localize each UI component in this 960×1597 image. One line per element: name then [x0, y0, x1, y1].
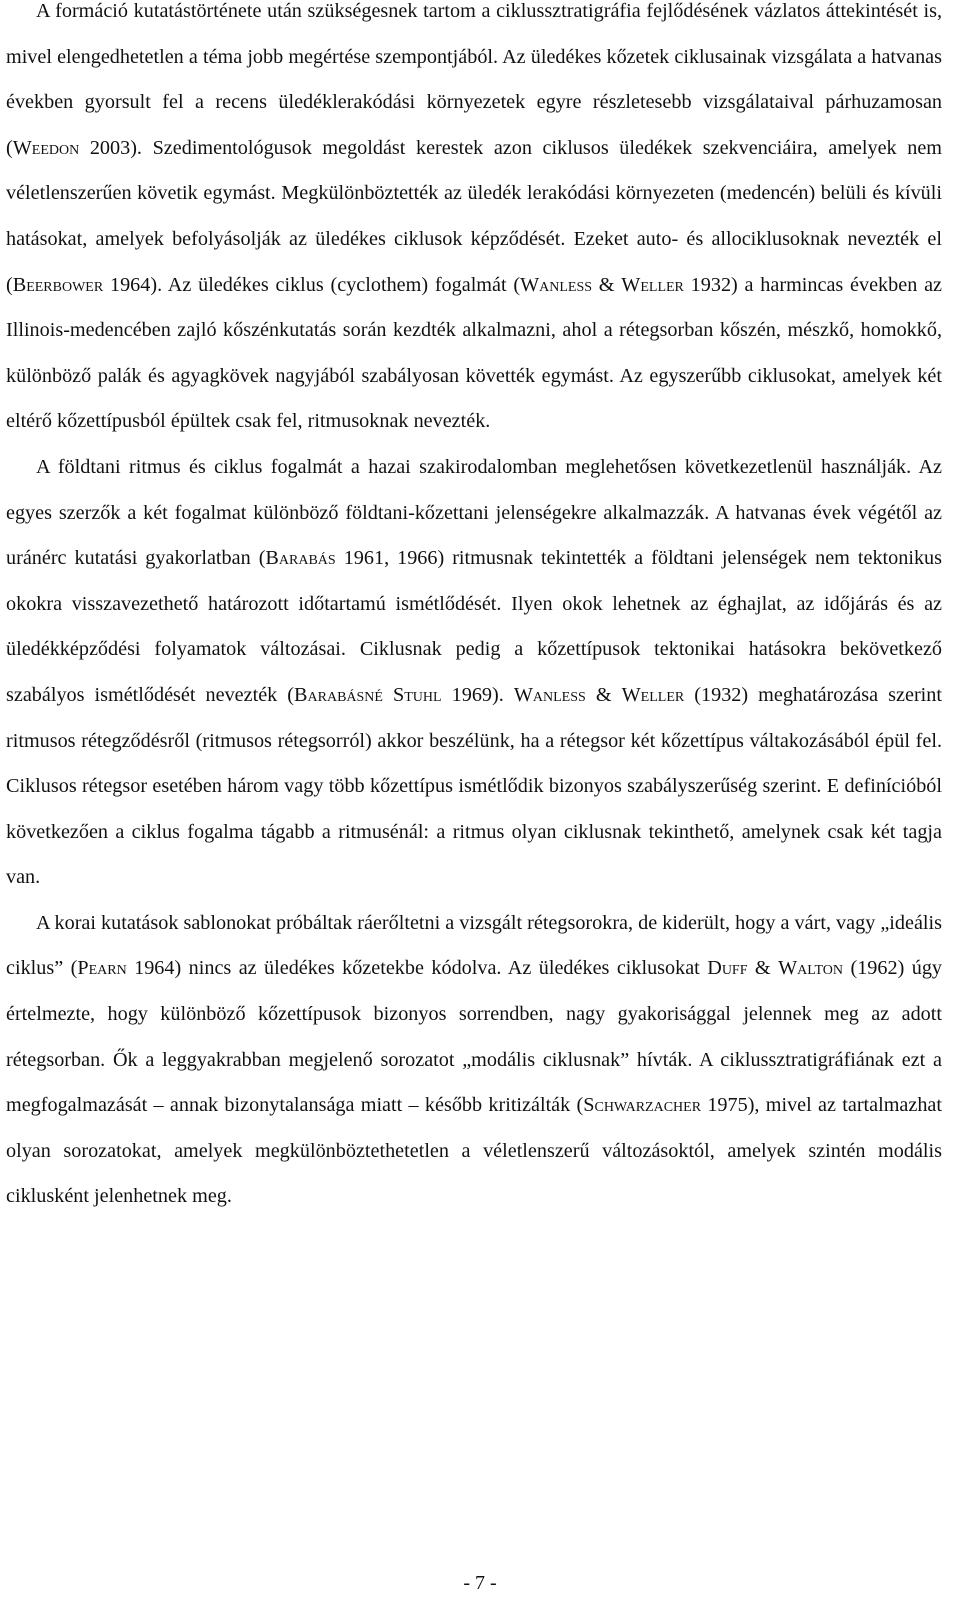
text-run: 2003). Szedimentológusok megoldást kerestek azon ciklusos üledékek szekvenciáira, amelyek nem véletlenszerűen követik egymást. Megkülönböztették az üledék lerakódási környezeten (medencén) belüli és kívüli hatásokat, amelyek befolyásolják az üledékes ciklusok képződését. Ezeket auto- és allociklusoknak nevezték el (: [6, 136, 942, 296]
author-name: Weller: [621, 273, 684, 296]
page-number: - 7 -: [463, 1572, 497, 1594]
text-run: 1932) a harmincas években az Illinois-medencében zajló kőszénkutatás során kezdték alkalmazni, ahol a rétegsorban kőszén, mészkő, homokkő, különböző palák és agyagkövek nagyjából szabályosan követték egymást. Az egyszerűbb ciklusokat, amelyek két eltérő kőzettípusból épültek csak fel, ritmusoknak nevezték.: [6, 273, 942, 433]
text-run: &: [592, 273, 622, 296]
text-run: A korai kutatások sablonokat próbáltak ráerőltetni a vizsgált rétegsorokra, de kiderült, hogy a várt, vagy „ideális ciklus” (: [6, 911, 942, 980]
author-name: Pearn: [77, 957, 127, 980]
text-run: &: [585, 683, 622, 706]
text-run: 1964). Az üledékes ciklus (cyclothem) fogalmát (: [103, 273, 521, 296]
author-name: Wanless: [520, 273, 593, 296]
author-name: Wanless: [513, 683, 586, 706]
text-run: 1961, 1966) ritmusnak tekintették a földtani jelenségek nem tektonikus okokra visszavezethető határozott időtartamú ismétlődését. Ilyen okok lehetnek az éghajlat, az időjárás és az üledékképződési folyamatok változásai. Ciklusnak pedig a kőzettípusok tektonikai hatásokra bekövetkező szabályos ismétlődését nevezték (: [6, 547, 942, 706]
author-name: Weedon: [12, 136, 80, 159]
text-run: &: [747, 957, 779, 980]
paragraph: [6, 901, 942, 1220]
text-run: 1969).: [441, 683, 514, 706]
text-run: 1964) nincs az üledékes kőzetekbe kódolva. Az üledékes ciklusokat: [126, 957, 708, 980]
paragraph: [6, 445, 942, 901]
text-run: A formáció kutatástörténete után szükségesnek tartom a ciklussztratigráfia fejlődésének vázlatos áttekintését is, mivel elengedhetetlen a téma jobb megértése szempontjából. Az üledékes kőzetek ciklusainak vizsgálata a hatvanas években gyorsult fel a recens üledéklerakódási környezetek egyre részletesebb vizsgálataival párhuzamosan (: [6, 0, 942, 159]
author-name: Walton: [778, 957, 844, 980]
body-text: [6, 0, 942, 1220]
author-name: Weller: [621, 683, 685, 706]
author-name: Barabás: [265, 547, 336, 570]
author-name: Schwarzacher: [583, 1094, 702, 1117]
text-run: (1932) meghatározása szerint ritmusos rétegződésről (ritmusos rétegsorról) akkor beszélünk, ha a rétegsor két kőzettípus váltakozásából épül fel. Ciklusos rétegsor esetében három vagy több kőzettípus ismétlődik bizonyos szabályszerűség szerint. E definícióból következően a ciklus fogalma tágabb a ritmusénál: a ritmus olyan ciklusnak tekinthető, amelynek csak két tagja van.: [6, 683, 942, 889]
paragraph: [6, 0, 942, 445]
text-run: A földtani ritmus és ciklus fogalmát a hazai szakirodalomban meglehetősen következetlenül használják. Az egyes szerzők a két fogalmat különböző földtani-kőzettani jelenségekre alkalmazzák. A hatvanas évek végétől az uránérc kutatási gyakorlatban (: [6, 455, 942, 570]
author-name: Duff: [707, 957, 748, 980]
author-name: Beerbower: [12, 273, 104, 296]
text-run: (1962) úgy értelmezte, hogy különböző kőzettípusok bizonyos sorrendben, nagy gyakorisággal jelennek meg az adott rétegsorban. Ők a leggyakrabban megjelenő sorozatot „modális ciklusnak” hívták. A ciklussztratigráfiának ezt a megfogalmazását – annak bizonytalansága miatt – később kritizálták (: [6, 957, 943, 1117]
author-name: Barabásné Stuhl: [294, 683, 442, 706]
text-run: 1975), mivel az tartalmazhat olyan sorozatokat, amelyek megkülönböztethetetlen a véletlenszerű változásoktól, amelyek szintén modális ciklusként jelenhetnek meg.: [6, 1094, 943, 1208]
